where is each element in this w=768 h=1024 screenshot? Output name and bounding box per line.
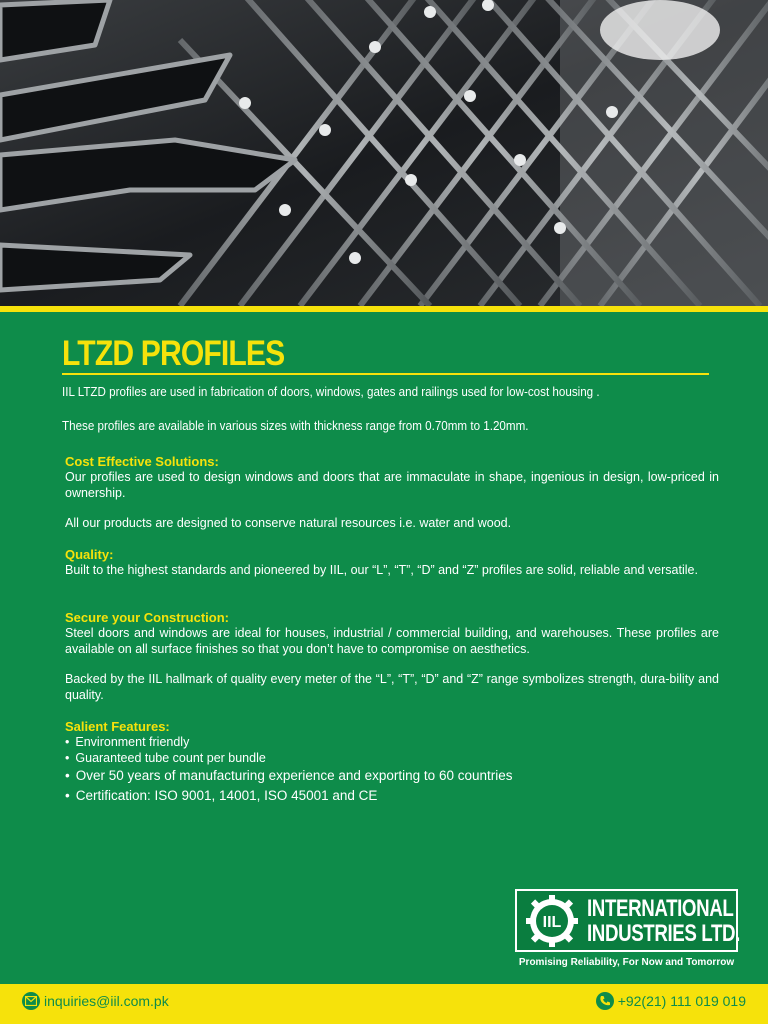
feature-list: [65, 735, 719, 806]
section-cost-effective: [65, 454, 719, 532]
logo-wordmark: [587, 896, 740, 946]
company-logo: [515, 889, 738, 952]
phone-icon: [596, 992, 614, 1010]
intro-sizes: These profiles are available in various sizes with thickness range from 0.70mm to 1.20mm.: [62, 419, 529, 433]
footer-phone[interactable]: [596, 992, 746, 1010]
logo-line-2: INDUSTRIES LTD.: [587, 919, 740, 947]
section-paragraph: All our products are designed to conserve natural resources i.e. water and wood.: [65, 516, 512, 530]
logo-line-1: INTERNATIONAL: [587, 894, 734, 922]
hero-photo: [0, 0, 768, 306]
logo-tagline: Promising Reliability, For Now and Tomorrow: [518, 957, 735, 968]
intro-usage: IIL LTZD profiles are used in fabrication of doors, windows, gates and railings used for low-cost housing .: [62, 385, 600, 399]
section-secure-construction: [65, 610, 719, 703]
section-salient-features: [65, 719, 719, 806]
section-heading: Quality:: [65, 547, 114, 562]
section-heading: Secure your Construction:: [65, 610, 229, 625]
list-item: • Over 50 years of manufacturing experience and exporting to 60 countries: [65, 766, 719, 786]
logo-mark: IIL: [542, 913, 562, 931]
list-item: • Guaranteed tube count per bundle: [65, 751, 719, 767]
title-underline: [62, 373, 709, 375]
section-quality: [65, 547, 719, 579]
phone-number[interactable]: +92(21) 111 019 019: [617, 993, 746, 1009]
section-paragraph: Built to the highest standards and pioneered by IIL, our “L”, “T”, “D” and “Z” profiles are solid, reliable and versatile.: [65, 563, 698, 577]
email-address[interactable]: inquiries@iil.com.pk: [44, 993, 169, 1009]
section-paragraph: Our profiles are used to design windows and doors that are immaculate in shape, ingenious in design, low-priced in ownership.: [65, 470, 719, 500]
footer-email[interactable]: [22, 992, 169, 1010]
section-paragraph: Backed by the IIL hallmark of quality every meter of the “L”, “T”, “D” and “Z” range symbolizes strength, dura-bility and quality.: [65, 672, 719, 702]
main-content: [0, 312, 768, 984]
section-heading: Cost Effective Solutions:: [65, 454, 219, 469]
section-paragraph: Steel doors and windows are ideal for houses, industrial / commercial building, and warehouses. These profiles are available on all surface finishes so that you don’t have to compromise on aesthetics.: [65, 626, 719, 656]
page-title: LTZD PROFILES: [62, 334, 285, 373]
list-item: • Environment friendly: [65, 735, 719, 751]
footer: [0, 984, 768, 1024]
email-icon: [22, 992, 40, 1010]
section-heading: Salient Features:: [65, 719, 170, 734]
gear-logo-icon: [523, 894, 581, 948]
list-item: • Certification: ISO 9001, 14001, ISO 45001 and CE: [65, 786, 719, 806]
steel-profiles-illustration: [0, 0, 768, 306]
